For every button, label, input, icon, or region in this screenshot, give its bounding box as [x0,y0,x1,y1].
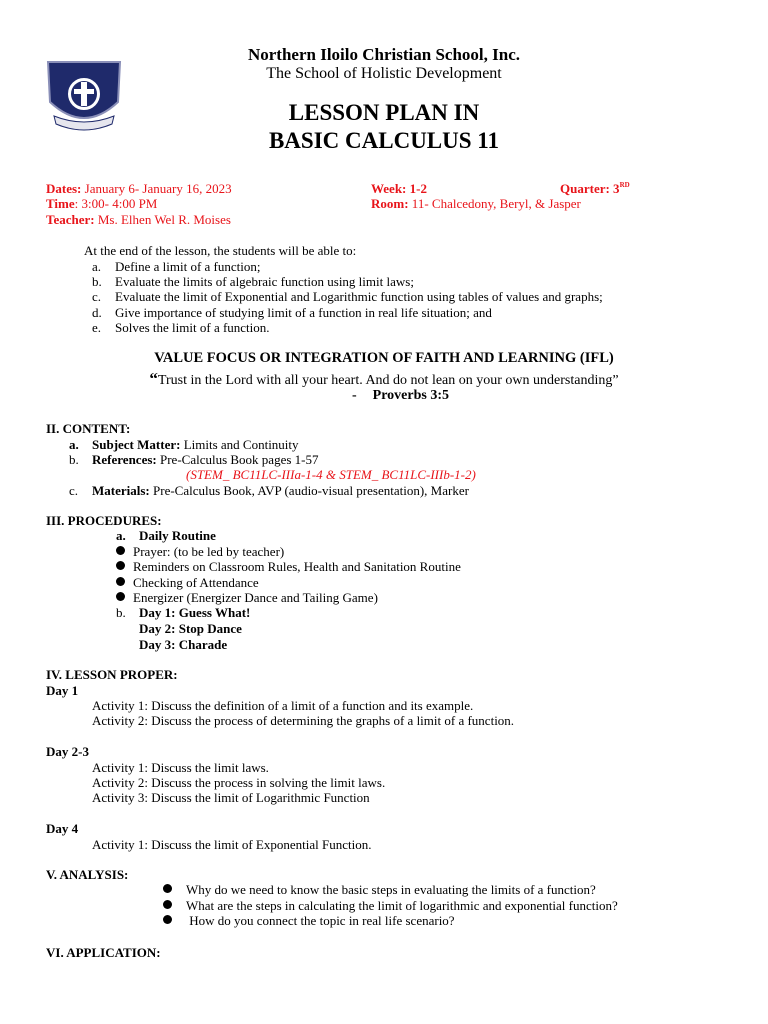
content-heading: II. CONTENT: [46,421,131,436]
bullet-icon [163,915,172,924]
objective-text: Evaluate the limit of Exponential and Logarithmic function using tables of values and graphs; [115,289,603,304]
teacher-line [46,212,231,227]
analysis-heading: V. ANALYSIS: [46,867,129,882]
analysis-text: How do you connect the topic in real life scenario? [186,913,455,928]
item-letter: c. [69,483,79,498]
item-letter: a. [69,437,79,452]
teacher-value: Ms. Elhen Wel R. Moises [94,212,231,227]
references-label: References: [92,452,157,467]
objective-text: Solves the limit of a function. [115,320,270,335]
subject-matter-value: Limits and Continuity [180,437,299,452]
day-activity [116,605,250,620]
activity-item: Activity 2: Discuss the process in solving the limit laws. [92,775,386,790]
day-activity-text: Day 3: Charade [139,637,228,652]
routine-item [116,544,284,559]
value-focus-quote [0,371,768,388]
objective-letter: b. [92,274,102,289]
content-a [69,437,299,452]
week-value: 1-2 [406,181,427,196]
activity-item: Activity 1: Discuss the limit of Exponential Function. [92,837,372,852]
routine-text: Energizer (Energizer Dance and Tailing Game) [133,590,378,605]
time-line [46,196,157,211]
dates-line [46,181,232,196]
bullet-icon [163,884,172,893]
activity-item: Activity 3: Discuss the limit of Logarithmic Function [92,790,370,805]
time-label: Time [46,196,75,211]
references-value: Pre-Calculus Book pages 1-57 [156,452,319,467]
daily-routine [116,528,216,543]
procedures-heading: III. PROCEDURES: [46,513,162,528]
page-subtitle: BASIC CALCULUS 11 [268,128,500,153]
day-heading: Day 1 [46,683,79,698]
reference-dash: - [352,388,357,403]
objective-text: Define a limit of a function; [115,259,261,274]
routine-item [116,575,259,590]
objective-b [92,274,414,289]
routine-item [116,590,378,605]
school-name: Northern Iloilo Christian School, Inc. [247,45,521,64]
content-c [69,483,469,498]
page-title: LESSON PLAN IN [288,100,480,125]
week-line [371,181,427,196]
day-activity-text: Day 2: Stop Dance [139,621,242,636]
objective-text: Evaluate the limits of algebraic function using limit laws; [115,274,414,289]
day-heading: Day 2-3 [46,744,89,759]
objective-letter: d. [92,305,102,320]
objective-d [92,305,492,320]
reference-text: Proverbs 3:5 [372,388,450,403]
bullet-icon [116,561,125,570]
activity-item: Activity 1: Discuss the limit laws. [92,760,269,775]
quarter-sup: RD [619,181,630,189]
quarter-line [560,181,630,196]
analysis-item [163,913,455,928]
bullet-icon [116,577,125,586]
item-letter: a. [116,528,126,543]
analysis-text: Why do we need to know the basic steps in evaluating the limits of a function? [186,882,596,897]
application-heading: VI. APPLICATION: [46,945,161,960]
quarter-label: Quarter: 3 [560,181,620,196]
routine-text: Prayer: (to be led by teacher) [133,544,285,559]
analysis-item [163,882,596,897]
materials-label: Materials: [92,483,150,498]
quote-text: Trust in the Lord with all your heart. And do not lean on your own understanding” [157,373,619,388]
materials-value: Pre-Calculus Book, AVP (audio-visual presentation), Marker [149,483,469,498]
objective-c [92,289,603,304]
references-codes: (STEM_ BC11LC-IIIa-1-4 & STEM_ BC11LC-IIIb-1-2) [186,467,476,482]
item-letter: b. [69,452,79,467]
objective-letter: e. [92,320,102,335]
objectives-intro: At the end of the lesson, the students will be able to: [84,243,357,258]
item-letter: b. [116,605,126,620]
week-label: Week: [371,181,407,196]
value-focus-reference [352,388,449,403]
bullet-icon [116,546,125,555]
objective-e [92,320,270,335]
dates-label: Dates: [46,181,82,196]
time-value: : 3:00- 4:00 PM [74,196,158,211]
day-heading: Day 4 [46,821,79,836]
objective-text: Give importance of studying limit of a function in real life situation; and [115,305,492,320]
daily-routine-label: Daily Routine [139,528,216,543]
bullet-icon [163,900,172,909]
routine-item [116,559,461,574]
subject-matter-label: Subject Matter: [92,437,181,452]
open-quote: “ [149,369,158,388]
content-b [69,452,319,467]
teacher-label: Teacher: [46,212,95,227]
room-value: 11- Chalcedony, Beryl, & Jasper [408,196,581,211]
analysis-item [163,898,618,913]
activity-item: Activity 2: Discuss the process of determining the graphs of a limit of a function. [92,713,515,728]
objective-letter: a. [92,259,102,274]
objective-letter: c. [92,289,102,304]
school-tagline: The School of Holistic Development [266,65,502,82]
activity-item: Activity 1: Discuss the definition of a limit of a function and its example. [92,698,474,713]
analysis-text: What are the steps in calculating the limit of logarithmic and exponential function? [186,898,618,913]
room-line [371,196,581,211]
value-focus-heading: VALUE FOCUS OR INTEGRATION OF FAITH AND LEARNING (IFL) [154,350,614,366]
routine-text: Reminders on Classroom Rules, Health and Sanitation Routine [133,559,461,574]
day-activity-text: Day 1: Guess What! [139,605,251,620]
dates-value: January 6- January 16, 2023 [81,181,232,196]
lesson-proper-heading: IV. LESSON PROPER: [46,667,178,682]
bullet-icon [116,592,125,601]
routine-text: Checking of Attendance [133,575,259,590]
room-label: Room: [371,196,409,211]
objective-a [92,259,260,274]
